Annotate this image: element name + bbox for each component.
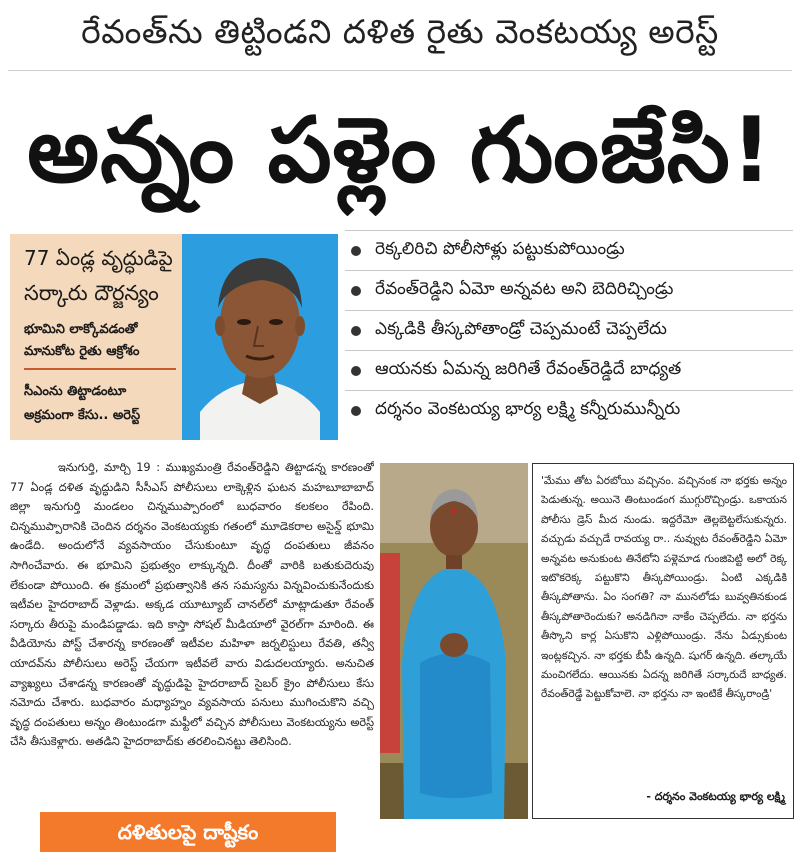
farmer-portrait-image (182, 234, 338, 440)
article-body (10, 458, 374, 780)
bullet-dot-icon (351, 326, 361, 336)
bullet-item (345, 270, 793, 310)
bullet-text: ఎక్కడికి తీస్కపోతాండ్రో చెప్పమంటే చెప్పలేదు (375, 318, 667, 339)
bullet-dot-icon (351, 246, 361, 256)
bullet-item (345, 310, 793, 350)
bullet-dot-icon (351, 286, 361, 296)
sidebar-sub-1: భూమిని లాక్కోవడంతో (24, 322, 138, 337)
bullet-text: రెక్కలిరిచి పోలీసోళ్లు పట్టుకుపోయిండ్రు (375, 238, 625, 259)
bullet-item (345, 230, 793, 270)
quote-attribution: - దర్శనం వెంకటయ్య భార్య లక్ష్మి (646, 790, 785, 803)
kicker-divider (8, 70, 792, 71)
bullet-text: దర్శనం వెంకటయ్య భార్య లక్ష్మి కన్నీరుమున్నీరు (375, 398, 681, 419)
bullet-item (345, 350, 793, 390)
sidebar-line-1: 77 ఏండ్ల వృద్ధుడిపై (24, 246, 173, 270)
bullet-text: రేవంత్‌రెడ్డిని ఏమో అన్నవట అని బెదిరిచ్చిండ్రు (375, 278, 674, 299)
sidebar-line-2: సర్కారు దౌర్జన్యం (24, 281, 159, 305)
quote-text: 'మేము తోట ఏరబోయి వచ్చినం. వచ్చినంక నా భర్తకు అన్నం పెడుతున్న. అయినె తింటుండంగ ముగ్గురొచ్చిండ్రు. ఒకాయన పోలీసు డ్రెస్ మీద నుండు. ఇద్దరేమో తెల్లబెట్టలేసుకున్నరు. వచ్చుడు వచ్చుడే రావయ్య రా.. నువ్వుట రేవంత్‌రెడ్డిని ఏమో అన్నవట అనుకుంట తినేటోని పళ్లెమాడ గుంజిపెట్టి అలో రెక్క ఇటొకరెక్క పట్టుకొని తీస్కపోయిండ్రు. ఏంటి ఎక్కడికి తీస్కపోతాను. ఏం సంగతి? నా మునలోడు బువ్వతినకుండ తీస్కపోతారెందుకు? అనడిగినా నాకేం చెప్పలేదు. నా భర్తను తీస్కొని కార్ల ఏసుకొని ఎళ్లిపోయిండ్రు. నేను ఏడ్సుకుంట ఇంట్లకచ్చిన. నా భర్తకు బీపీ ఉన్నది. షుగర్ ఉన్నది. తల్కాయే మంచిగలేదు. ఆయినకు ఏదన్న జరిగితే సర్కారుదే బాధ్యత. రేవంత్‌రెడ్డే పెట్టుకోవాలె. నా భర్తను నా ఇంటికే తీస్కరాండ్రి' (541, 475, 787, 701)
sidebar-sub-4: అక్రమంగా కేసు.. అరెస్ట్ (24, 408, 141, 423)
bullet-dot-icon (351, 406, 361, 416)
kicker-headline: రేవంత్‌ను తిట్టిండని దళిత రైతు వెంకటయ్య అరెస్ట్ (81, 12, 719, 51)
bullet-item (345, 390, 793, 430)
sidebar-divider (24, 368, 176, 370)
bullet-dot-icon (351, 366, 361, 376)
main-headline: అన్నం పళ్లెం గుంజేసి! (27, 98, 773, 203)
wife-photo-image (380, 463, 528, 819)
sidebar-sub-3: సీఎంను తిట్టాడంటూ (24, 384, 127, 399)
wife-photo (380, 463, 528, 819)
sidebar-sub-2: మానుకోట రైతు ఆక్రోశం (24, 344, 140, 359)
section-tag: దళితులపై దాష్టీకం (40, 812, 336, 852)
farmer-portrait (182, 234, 338, 440)
sidebar-box (10, 234, 338, 440)
quote-box (532, 463, 794, 819)
article-paragraph: ఇనుగుర్తి, మార్చి 19 : ముఖ్యమంత్రి రేవంత్‌రెడ్డిని తిట్టాడన్న కారణంతో 77 ఏండ్ల దళిత వృద్ధుడిని సీసీఎస్ పోలీసులు లాక్కెళ్లిన ఘటన మహబూబాబాద్ జిల్లా ఇనుగుర్తి మండలం చిన్నముప్పారంలో బుధవారం కలకలం రేపింది. చిన్నముప్పారానికి చెందిన దర్శనం వెంకటయ్యకు గతంలో మూడెకరాల అసైన్డ్ భూమి ఉండేది. అందులోనే వ్యవసాయం చేసుకుంటూ వృద్ధ దంపతులు జీవనం సాగించేవారు. ఈ భూమిని ప్రభుత్వం లాక్కున్నది. దీంతో వారికి బతుకుదెరువు లేకుండా పోయింది. ఈ క్రమంలో ప్రభుత్వానికి తన సమస్యను విన్నవించుకునేందుకు ఇటీవల హైదరాబాద్ వెళ్లాడు. అక్కడ యూట్యూబ్ చానల్‌లో మాట్లాడుతూ రేవంత్ సర్కారు తీరుపై మండిపడ్డాడు. ఇది కాస్తా సోషల్ మీడియాలో వైరల్‌గా మారింది. ఈ వీడియోను పోస్ట్ చేశారన్న కారణంతో ఇటీవల మహిళా జర్నలిస్టులు రేవతి, తన్వీ యాదవ్‌ను పోలీసులు అరెస్ట్ చేయగా ఇటీవలే వారు విడుదలయ్యారు. అనుచిత వ్యాఖ్యలు చేశాడన్న కారణంతో వృద్ధుడిపై హైదరాబాద్ సైబర్ క్రైం పోలీసులు కేసు నమోదు చేశారు. బుధవారం మధ్యాహ్నం వ్యవసాయ పనులు ముగించుకొని వచ్చి వృద్ధ దంపతులు అన్నం తింటుండగా మఫ్టీలో వచ్చిన పోలీసులు వెంకటయ్యను అరెస్ట్ చేసి తీసుకెళ్లారు. అతడిని హైదరాబాద్‌కు తరలించినట్టు తెలిసింది. (10, 461, 374, 749)
bullet-text: ఆయనకు ఏమన్న జరిగితే రేవంత్‌రెడ్డిదే బాధ్యత (375, 358, 682, 379)
